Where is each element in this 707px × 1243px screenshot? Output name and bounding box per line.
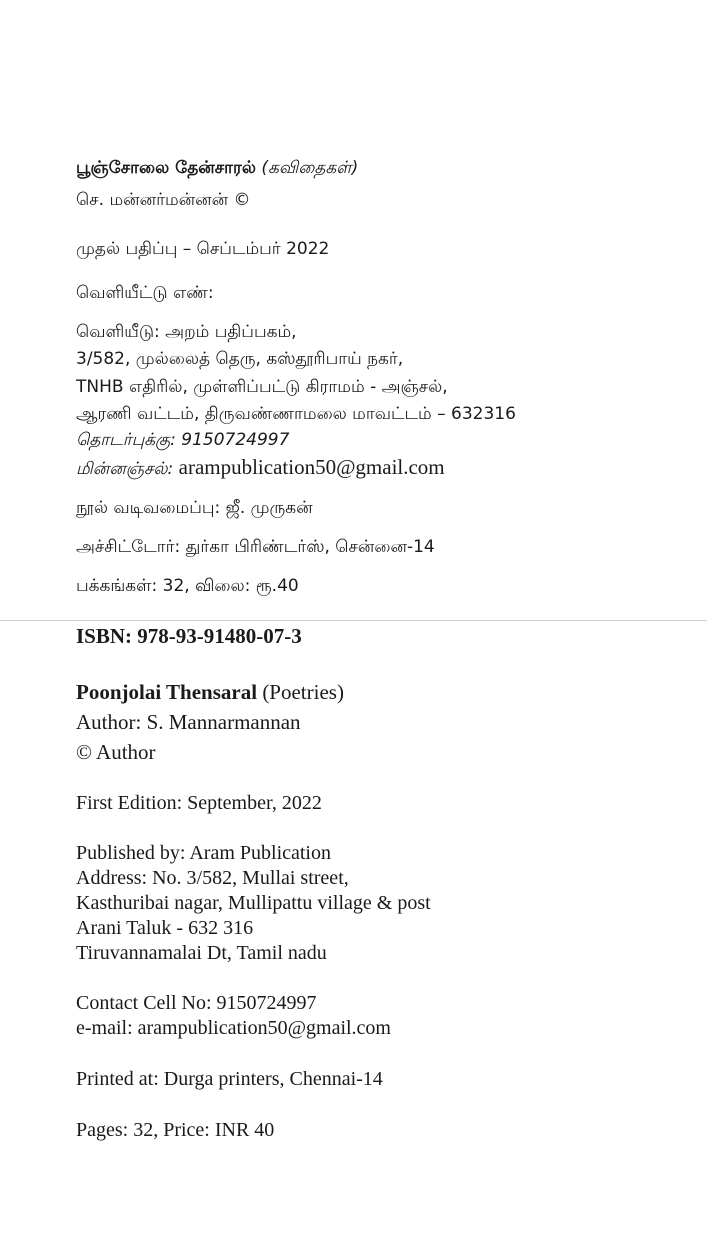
tamil-title-main: பூஞ்சோலை தேன்சாரல்	[76, 158, 256, 178]
tamil-address-line-1: 3/582, முல்லைத் தெரு, கஸ்தூரிபாய் நகர்,	[76, 349, 404, 369]
english-edition: First Edition: September, 2022	[76, 792, 322, 814]
tamil-publisher: வெளியீடு: அறம் பதிப்பகம்,	[76, 322, 297, 342]
tamil-publication-number: வெளியீட்டு எண்:	[76, 283, 214, 303]
english-address-line-1: Address: No. 3/582, Mullai street,	[76, 867, 349, 889]
tamil-email-value: arampublication50@gmail.com	[178, 455, 445, 479]
tamil-email	[76, 455, 445, 481]
tamil-address-line-2: TNHB எதிரில், முள்ளிப்பட்டு கிராமம் - அஞ்சல்,	[76, 377, 448, 397]
isbn: ISBN: 978-93-91480-07-3	[76, 624, 302, 648]
english-email: e-mail: arampublication50@gmail.com	[76, 1017, 391, 1039]
english-author: Author: S. Mannarmannan	[76, 710, 301, 734]
tamil-author: செ. மன்னர்மன்னன் ©	[76, 190, 251, 210]
english-address-line-4: Tiruvannamalai Dt, Tamil nadu	[76, 942, 327, 964]
tamil-phone: தொடர்புக்கு: 9150724997	[76, 430, 290, 450]
tamil-title-genre: (கவிதைகள்)	[255, 158, 359, 178]
english-printed-at: Printed at: Durga printers, Chennai-14	[76, 1068, 383, 1090]
tamil-email-label: மின்னஞ்சல்:	[76, 459, 179, 479]
divider	[0, 620, 707, 621]
english-pages-price: Pages: 32, Price: INR 40	[76, 1119, 275, 1141]
tamil-printer: அச்சிட்டோர்: துர்கா பிரிண்டர்ஸ், சென்னை-14	[76, 537, 435, 557]
tamil-pages-price: பக்கங்கள்: 32, விலை: ரூ.40	[76, 576, 299, 596]
tamil-address-line-3: ஆரணி வட்டம், திருவண்ணாமலை மாவட்டம் – 632316	[76, 404, 516, 424]
english-title	[76, 680, 344, 705]
english-title-main: Poonjolai Thensaral	[76, 680, 258, 704]
english-address-line-3: Arani Taluk - 632 316	[76, 917, 254, 939]
english-address-line-2: Kasthuribai nagar, Mullipattu village & post	[76, 892, 431, 914]
english-contact: Contact Cell No: 9150724997	[76, 992, 317, 1014]
tamil-edition: முதல் பதிப்பு – செப்டம்பர் 2022	[76, 239, 330, 259]
english-title-genre: (Poetries)	[257, 680, 344, 704]
english-published-by: Published by: Aram Publication	[76, 842, 331, 864]
tamil-layout-credit: நூல் வடிவமைப்பு: ஜீ. முருகன்	[76, 498, 313, 518]
tamil-title	[76, 158, 358, 180]
english-copyright: © Author	[76, 740, 156, 764]
